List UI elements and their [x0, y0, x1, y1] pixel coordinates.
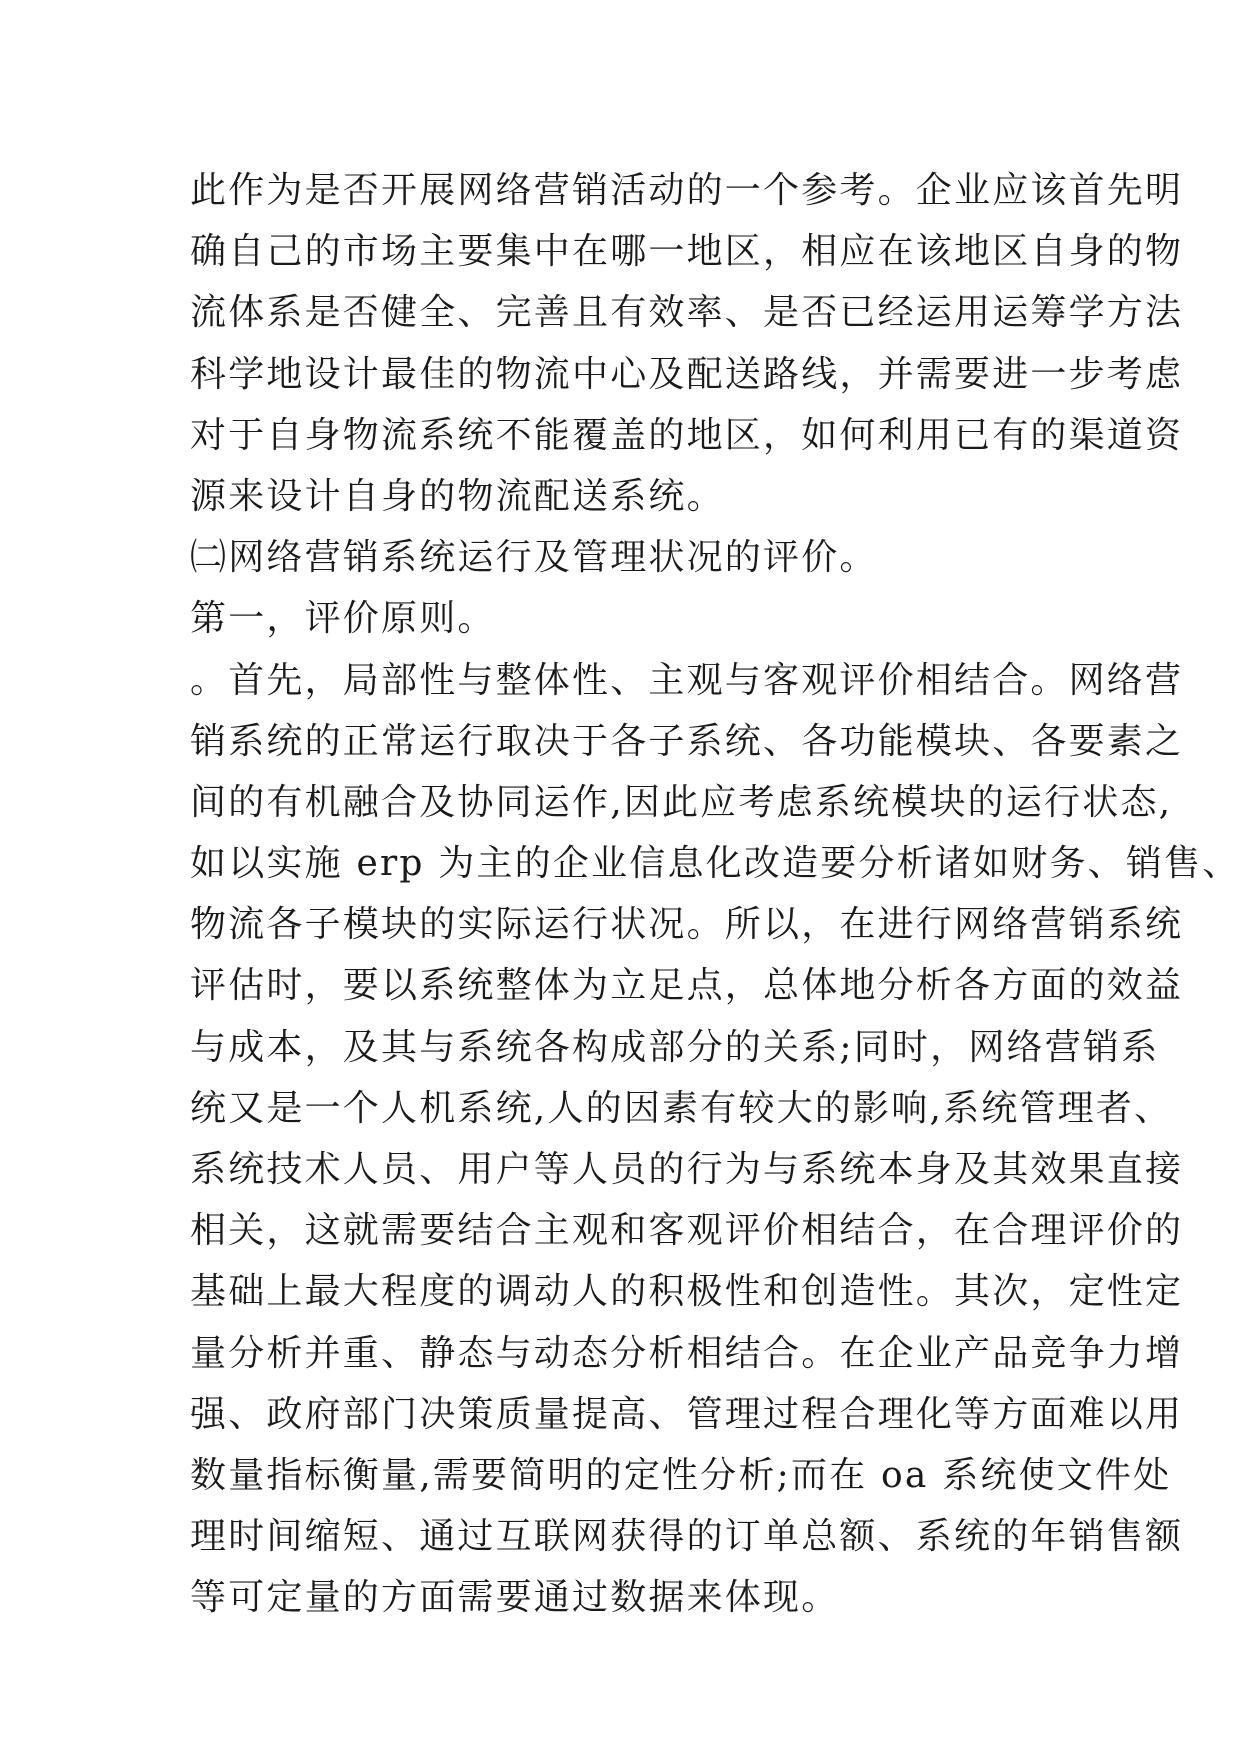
- text-line: 数量指标衡量,需要简明的定性分析;而在 oa 系统使文件处: [190, 1454, 1172, 1496]
- text-line: 。首先，局部性与整体性、主观与客观评价相结合。网络营: [190, 659, 1184, 701]
- text-line: 源来设计自身的物流配送系统。: [190, 475, 725, 517]
- text-line: 与成本，及其与系统各构成部分的关系;同时，网络营销系: [190, 1026, 1160, 1068]
- text-line: 销系统的正常运行取决于各子系统、各功能模块、各要素之: [190, 720, 1184, 762]
- text-line: 统又是一个人机系统,人的因素有较大的影响,系统管理者、: [190, 1087, 1173, 1129]
- text-line: 理时间缩短、通过互联网获得的订单总额、系统的年销售额: [190, 1516, 1184, 1558]
- text-line: 科学地设计最佳的物流中心及配送路线，并需要进一步考虑: [190, 353, 1184, 395]
- text-line: 评估时，要以系统整体为立足点，总体地分析各方面的效益: [190, 965, 1184, 1007]
- text-line: 流体系是否健全、完善且有效率、是否已经运用运筹学方法: [190, 292, 1184, 334]
- text-line: 对于自身物流系统不能覆盖的地区，如何利用已有的渠道资: [190, 414, 1184, 456]
- text-line: 间的有机融合及协同运作,因此应考虑系统模块的运行状态,: [190, 781, 1173, 823]
- text-line: 相关，这就需要结合主观和客观评价相结合，在合理评价的: [190, 1210, 1184, 1252]
- text-line: 如以实施 erp 为主的企业信息化改造要分析诸如财务、销售、: [190, 843, 1241, 885]
- text-line: 基础上最大程度的调动人的积极性和创造性。其次，定性定: [190, 1271, 1184, 1313]
- text-line: 强、政府部门决策质量提高、管理过程合理化等方面难以用: [190, 1393, 1184, 1435]
- text-line: 物流各子模块的实际运行状况。所以，在进行网络营销系统: [190, 904, 1184, 946]
- text-line: 量分析并重、静态与动态分析相结合。在企业产品竞争力增: [190, 1332, 1184, 1374]
- text-line: 确自己的市场主要集中在哪一地区，相应在该地区自身的物: [190, 231, 1184, 273]
- text-line: 等可定量的方面需要通过数据来体现。: [190, 1577, 840, 1619]
- text-line: 系统技术人员、用户等人员的行为与系统本身及其效果直接: [190, 1149, 1184, 1190]
- body-text: [190, 160, 1241, 1629]
- text-line: 此作为是否开展网络营销活动的一个参考。企业应该首先明: [190, 170, 1184, 211]
- section-heading: ㈡网络营销系统运行及管理状况的评价。: [190, 537, 878, 579]
- subsection-heading: 第一，评价原则。: [190, 598, 496, 640]
